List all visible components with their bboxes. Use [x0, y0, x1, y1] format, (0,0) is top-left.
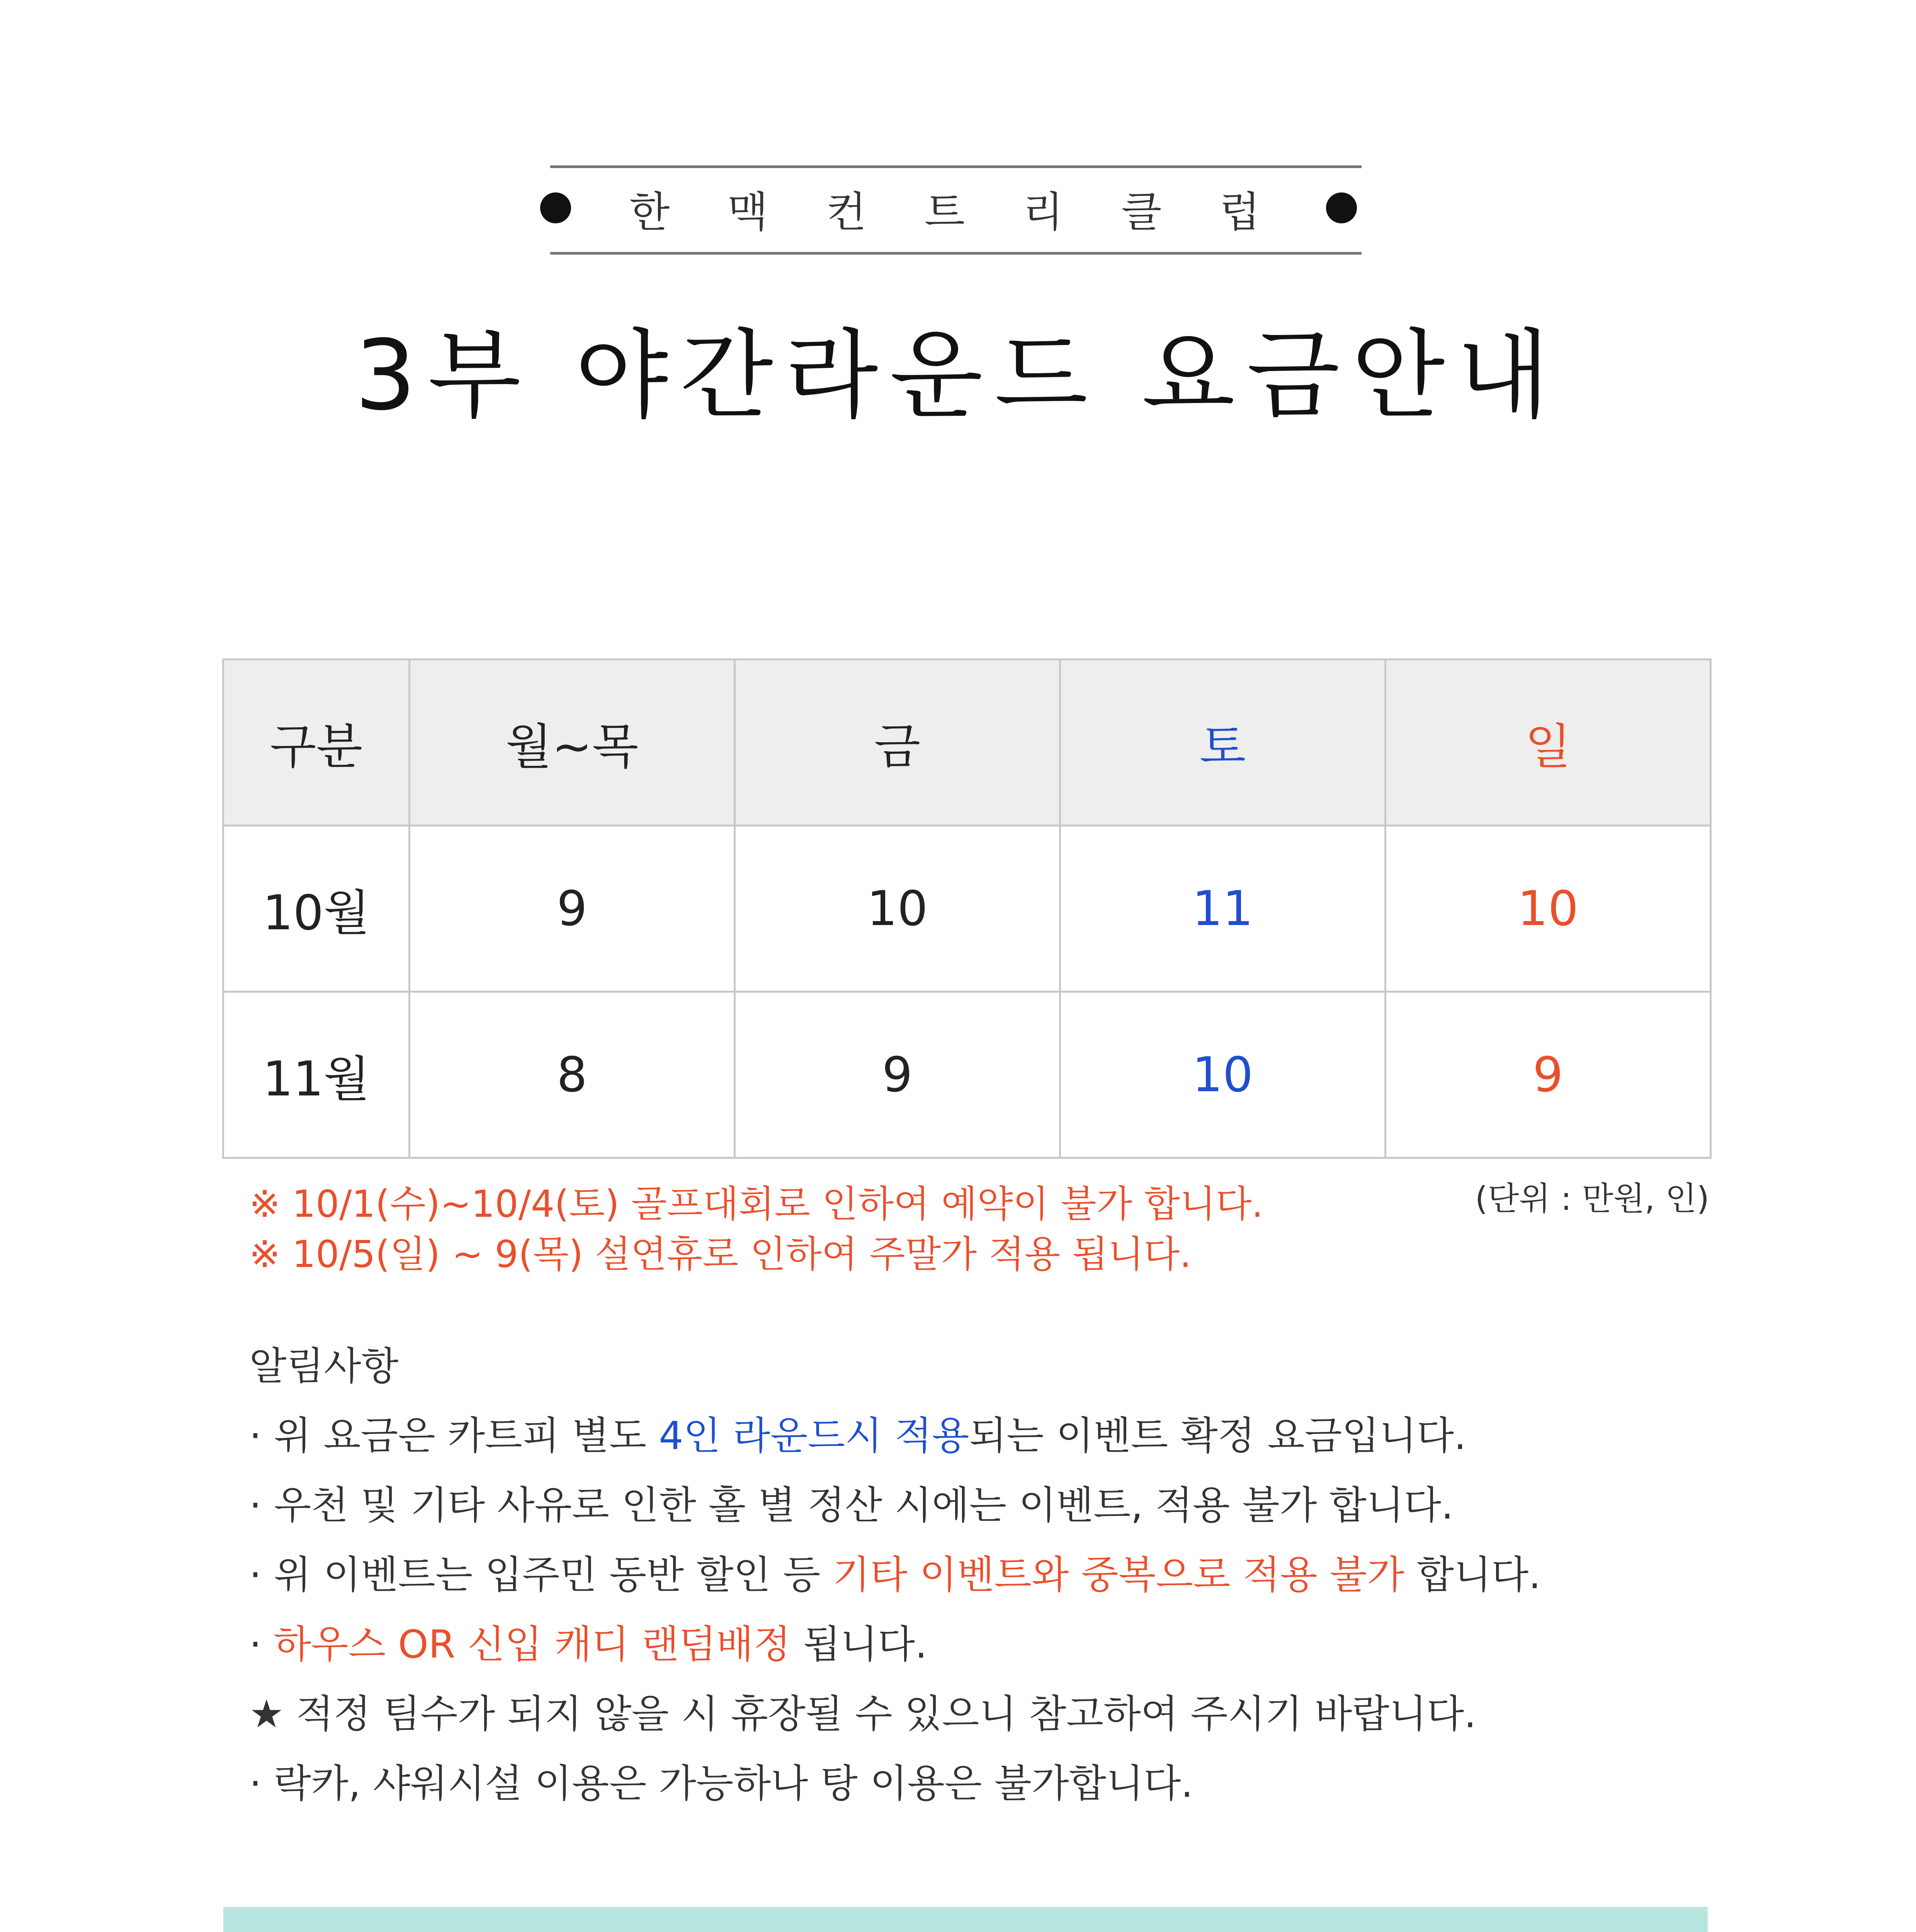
club-name: 한 맥 컨 트 리 클 럽 [629, 188, 1283, 236]
header-sat: 토 [1060, 660, 1386, 826]
notice-line: · 우천 및 기타 사유로 인한 홀 별 정산 시에는 이벤트, 적용 불가 합니다. [249, 1483, 1454, 1528]
header-mon-thu: 월~목 [410, 660, 735, 826]
rate-table-header-row [223, 660, 1711, 826]
notice-highlight: 하우스 OR 신입 캐디 랜덤배정 [274, 1622, 791, 1667]
notice-line [249, 1544, 1541, 1599]
notice-highlight: 4인 라운드시 적용 [659, 1413, 969, 1458]
notice-line [249, 1405, 1466, 1460]
table-row [223, 826, 1711, 992]
notice-text: 됩니다. [791, 1622, 927, 1667]
rate-cell: 10 [735, 826, 1060, 992]
header-bottom-rule [550, 252, 1362, 255]
rate-cell-sun: 10 [1386, 826, 1711, 992]
rate-cell-sat: 10 [1060, 992, 1386, 1158]
notice-line [249, 1613, 927, 1669]
notice-text: 되는 이벤트 확정 요금입니다. [969, 1413, 1466, 1458]
table-row [223, 992, 1711, 1158]
note-line: ※ 10/5(일) ~ 9(목) 설연휴로 인하여 주말가 적용 됩니다. [249, 1233, 1192, 1276]
header-fri: 금 [735, 660, 1060, 826]
rate-cell-sun: 9 [1386, 992, 1711, 1158]
unit-label: (단위 : 만원, 인) [1475, 1180, 1709, 1218]
month-cell: 10월 [223, 826, 410, 992]
notice-highlight: 기타 이벤트와 중복으로 적용 불가 [833, 1552, 1404, 1597]
page-title: 3부 야간라운드 요금안내 [355, 319, 1561, 432]
notice-line: ★ 적정 팀수가 되지 않을 시 휴장될 수 있으니 참고하여 주시기 바랍니다. [249, 1691, 1476, 1736]
rate-table [222, 658, 1712, 1159]
header-sun: 일 [1386, 660, 1711, 826]
notice-heading: 알림사항 [249, 1344, 399, 1389]
notice-text: 합니다. [1404, 1552, 1541, 1597]
note-line: ※ 10/1(수)~10/4(토) 골프대회로 인하여 예약이 불가 합니다. [249, 1182, 1263, 1226]
notice-text: · [249, 1622, 274, 1667]
rate-cell: 9 [410, 826, 735, 992]
header-right-bullet [1326, 192, 1357, 223]
month-cell: 11월 [223, 992, 410, 1158]
header-category: 구분 [223, 660, 410, 826]
same-day-reservation-box [223, 1907, 1708, 1932]
rate-cell-sat: 11 [1060, 826, 1386, 992]
notice-text: · 위 이벤트는 입주민 동반 할인 등 [249, 1552, 833, 1597]
header-top-rule [550, 165, 1362, 168]
rate-cell: 8 [410, 992, 735, 1158]
rate-cell: 9 [735, 992, 1060, 1158]
notice-line: · 락카, 샤워시설 이용은 가능하나 탕 이용은 불가합니다. [249, 1761, 1193, 1806]
notice-text: · 위 요금은 카트피 별도 [249, 1413, 659, 1458]
